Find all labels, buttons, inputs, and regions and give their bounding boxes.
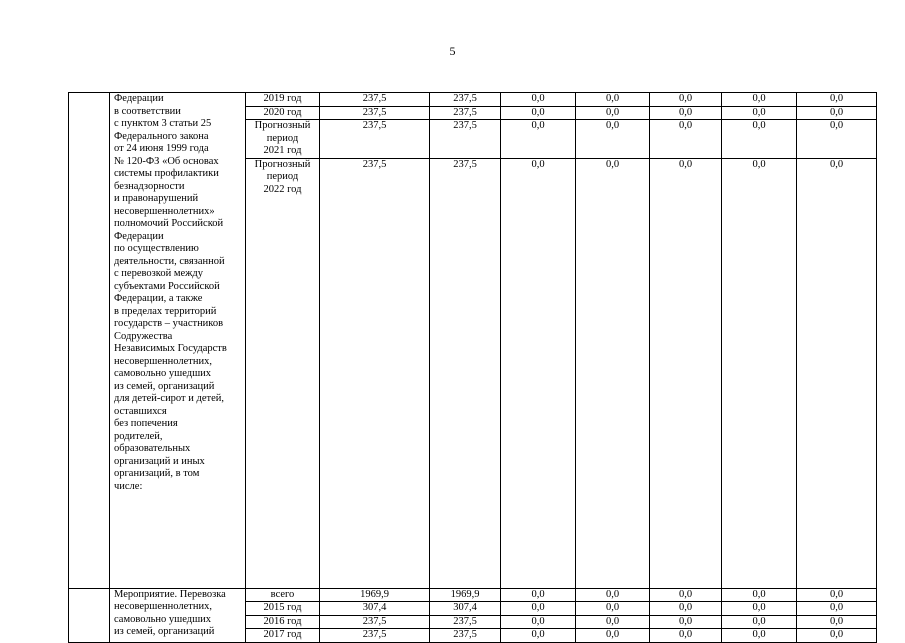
table-row — [69, 588, 877, 602]
table-row — [69, 93, 877, 107]
value-cell: 237,5 — [430, 120, 501, 159]
period-text: Прогнозный период 2022 год — [254, 158, 311, 195]
value-cell: 0,0 — [722, 158, 797, 588]
value-cell: 0,0 — [797, 602, 877, 616]
value-cell: 0,0 — [650, 106, 722, 120]
value-cell: 0,0 — [722, 588, 797, 602]
value-cell: 0,0 — [650, 588, 722, 602]
value-cell: 0,0 — [797, 158, 877, 588]
value-cell: 0,0 — [501, 588, 576, 602]
value-cell: 0,0 — [576, 158, 650, 588]
value-cell: 237,5 — [320, 106, 430, 120]
period-cell: 2020 год — [246, 106, 320, 120]
value-cell: 0,0 — [722, 629, 797, 643]
value-cell: 237,5 — [430, 629, 501, 643]
value-cell: 0,0 — [722, 602, 797, 616]
value-cell: 1969,9 — [320, 588, 430, 602]
value-cell: 237,5 — [430, 615, 501, 629]
value-cell: 0,0 — [650, 120, 722, 159]
index-cell — [69, 93, 110, 589]
value-cell: 0,0 — [650, 602, 722, 616]
value-cell: 0,0 — [501, 615, 576, 629]
value-cell: 0,0 — [501, 158, 576, 588]
value-cell: 0,0 — [797, 120, 877, 159]
description-cell — [110, 588, 246, 642]
value-cell: 0,0 — [576, 588, 650, 602]
value-cell: 237,5 — [320, 93, 430, 107]
value-cell: 0,0 — [576, 602, 650, 616]
value-cell: 0,0 — [797, 106, 877, 120]
value-cell: 0,0 — [576, 106, 650, 120]
value-cell: 0,0 — [650, 158, 722, 588]
value-cell: 0,0 — [576, 120, 650, 159]
value-cell: 0,0 — [650, 93, 722, 107]
value-cell: 237,5 — [320, 158, 430, 588]
value-cell: 0,0 — [722, 106, 797, 120]
index-cell — [69, 588, 110, 642]
value-cell: 307,4 — [430, 602, 501, 616]
value-cell: 237,5 — [430, 93, 501, 107]
period-cell: 2017 год — [246, 629, 320, 643]
value-cell: 0,0 — [722, 93, 797, 107]
value-cell: 237,5 — [320, 615, 430, 629]
value-cell: 0,0 — [797, 615, 877, 629]
value-cell: 0,0 — [501, 602, 576, 616]
value-cell: 0,0 — [501, 93, 576, 107]
value-cell: 0,0 — [797, 629, 877, 643]
value-cell: 0,0 — [650, 629, 722, 643]
period-cell — [246, 120, 320, 159]
period-cell: 2016 год — [246, 615, 320, 629]
description-text: Федерации в соответствии с пунктом 3 статьи 25 Федерального закона от 24 июня 1999 года № 120-ФЗ «Об основах системы профилактики безнадзорности и правонарушений несовершеннолетних» полномочий Российской Федерации по осуществлению деятельности, связанной с перевозкой между субъектами Российской Федерации, а также в пределах территорий государств – участников Содружества Независимых Государств несовершеннолетних, самовольно ушедших из семей, организаций для детей-сирот и детей, оставшихся без попечения родителей, образовательных организаций и иных организаций, в том числе: — [114, 93, 227, 492]
value-cell: 237,5 — [320, 629, 430, 643]
description-text: Мероприятие. Перевозка несовершеннолетних, самовольно ушедших из семей, организаций — [114, 588, 226, 637]
value-cell: 237,5 — [430, 106, 501, 120]
value-cell: 237,5 — [430, 158, 501, 588]
value-cell: 0,0 — [576, 615, 650, 629]
value-cell: 1969,9 — [430, 588, 501, 602]
value-cell: 0,0 — [650, 615, 722, 629]
description-cell — [110, 93, 246, 589]
value-cell: 0,0 — [722, 615, 797, 629]
period-text: Прогнозный период 2021 год — [254, 120, 311, 156]
value-cell: 0,0 — [501, 629, 576, 643]
page-number: 5 — [449, 44, 456, 58]
value-cell: 0,0 — [501, 106, 576, 120]
value-cell: 0,0 — [797, 588, 877, 602]
value-cell: 0,0 — [797, 93, 877, 107]
value-cell: 307,4 — [320, 602, 430, 616]
budget-table — [68, 92, 877, 643]
value-cell: 0,0 — [722, 120, 797, 159]
period-cell: всего — [246, 588, 320, 602]
period-cell — [246, 158, 320, 588]
value-cell: 0,0 — [576, 629, 650, 643]
value-cell: 237,5 — [320, 120, 430, 159]
value-cell: 0,0 — [501, 120, 576, 159]
period-cell: 2019 год — [246, 93, 320, 107]
value-cell: 0,0 — [576, 93, 650, 107]
period-cell: 2015 год — [246, 602, 320, 616]
